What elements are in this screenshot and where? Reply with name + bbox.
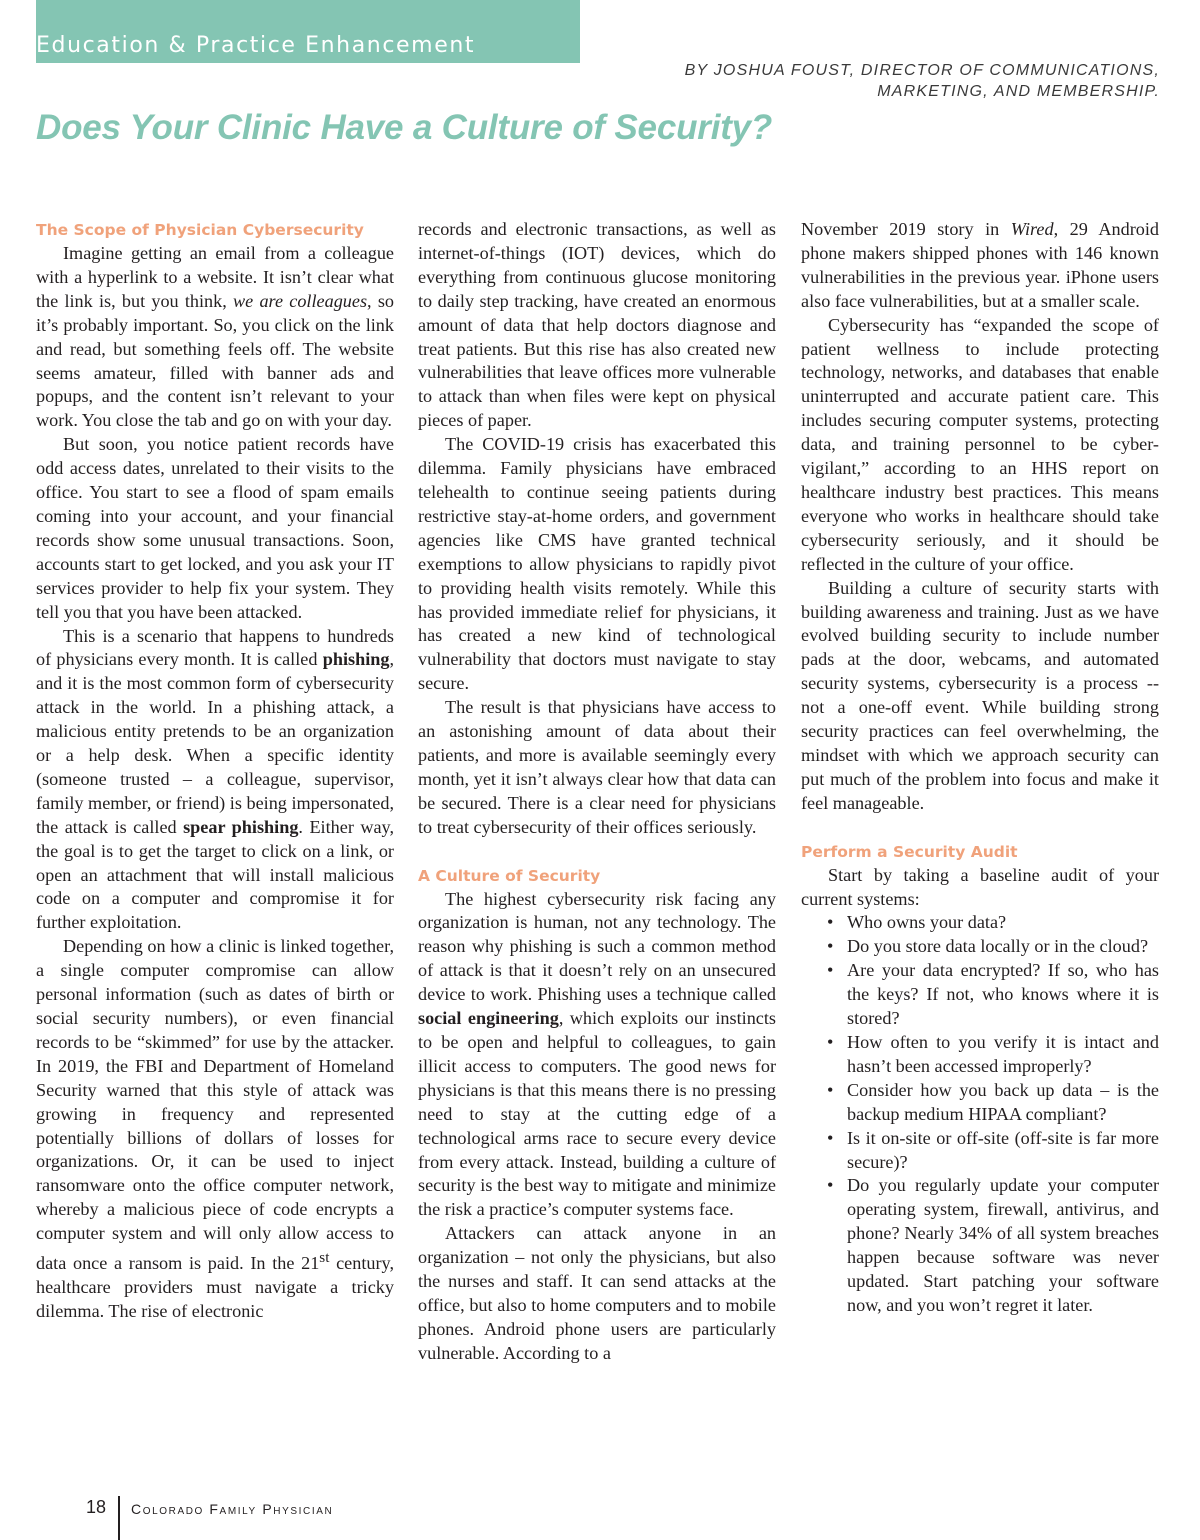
emphasis-colleagues: we are colleagues bbox=[233, 290, 368, 311]
audit-checklist bbox=[801, 911, 1159, 1317]
list-item: • Consider how you back up data – is the backup medium HIPAA compliant? bbox=[801, 1079, 1159, 1127]
paragraph-7: The highest cybersecurity risk facing any organization is human, not any technology. The reason why phishing is such a common method of attack is that it doesn’t rely on an unsecured device to work. Phishing uses a technique called social engineering, which exploits our instincts to be open and helpful to colleagues, to gain illicit access to computers. The good news for physicians is that this means there is no pressing need to stay at the cutting edge of a technological arms race to secure every device from every attack. Instead, building a culture of security is the best way to mitigate and minimize the risk a practice’s computer systems face. bbox=[418, 888, 776, 1220]
byline-line-2: MARKETING, AND MEMBERSHIP. bbox=[877, 83, 1160, 100]
paragraph-5: The COVID-19 crisis has exacerbated this dilemma. Family physicians have embraced telehealth to continue seeing patients during restrictive stay-at-home orders, and government agencies like CMS have granted technical exemptions to allow physicians to rapidly pivot to providing health visits remotely. While this has provided immediate relief for physicians, it has created a new kind of technological vulnerability that doctors must navigate to stay secure. bbox=[418, 434, 776, 694]
list-item: • Are your data encrypted? If so, who has the keys? If not, who knows where it is stored? bbox=[801, 959, 1159, 1031]
paragraph-4-continued: records and electronic transactions, as well as internet-of-things (IOT) devices, which do everything from continuous glucose monitoring to daily step tracking, have created an enormous amount of data that help doctors diagnose and treat patients. But this rise has also created new vulnerabilities that leave offices more vulnerable to attack than when files were kept on physical pieces of paper. bbox=[418, 219, 776, 431]
list-item: • Who owns your data? bbox=[801, 911, 1159, 935]
subheading-culture: A Culture of Security bbox=[418, 866, 601, 885]
paragraph-1: Imagine getting an email from a colleague with a hyperlink to a website. It isn’t clear what the link is, but you think, we are colleagues, so it’s probably important. So, you click on the link and read, but something feels off. The website seems amateur, filled with banner ads and popups, and the content isn’t relevant to your work. You close the tab and go on with your day. bbox=[36, 243, 394, 431]
paragraph-2: But soon, you notice patient records have odd access dates, unrelated to their visits to the office. You start to see a flood of spam emails coming into your account, and your financial records show some unusual transactions. Soon, accounts start to get locked, and you ask your IT services provider to help fix your system. They tell you that you have been attacked. bbox=[36, 434, 394, 622]
byline bbox=[600, 60, 1160, 102]
list-item: • How often to you verify it is intact and hasn’t been accessed improperly? bbox=[801, 1031, 1159, 1079]
article-column-2 bbox=[418, 218, 776, 1366]
page-number: 18 bbox=[86, 1497, 107, 1517]
byline-line-1: BY JOSHUA FOUST, DIRECTOR OF COMMUNICATIONS, bbox=[684, 62, 1160, 79]
list-item: • Is it on-site or off-site (off-site is far more secure)? bbox=[801, 1127, 1159, 1175]
footer-divider bbox=[118, 1496, 120, 1540]
article-column-3 bbox=[801, 218, 1159, 1318]
list-item: • Do you regularly update your computer operating system, firewall, antivirus, and phone? Nearly 34% of all system breaches happen because software was never updated. Start patching your software now, and you won’t regret it later. bbox=[801, 1174, 1159, 1317]
paragraph-4: Depending on how a clinic is linked together, a single computer compromise can allow personal information (such as dates of birth or social security numbers), or even financial records to be “skimmed” for use by the attacker. In 2019, the FBI and Department of Homeland Security warned that this style of attack was growing in frequency and represented potentially billions of dollars of losses for organizations. Or, it can be used to inject ransomware onto the office computer network, whereby a malicious piece of code encrypts a computer system and will only allow access to data once a ransom is paid. In the 21st century, healthcare providers must navigate a tricky dilemma. The rise of electronic bbox=[36, 936, 394, 1321]
paragraph-10: Building a culture of security starts with building awareness and training. Just as we have evolved building security to include number pads at the door, webcams, and automated security systems, cybersecurity is a process -- not a one-off event. While building strong security practices can feel overwhelming, the mindset with which we approach security can put much of the problem into focus and make it feel manageable. bbox=[801, 577, 1159, 813]
term-spear-phishing: spear phishing bbox=[183, 816, 299, 837]
article-column-1 bbox=[36, 218, 394, 1324]
paragraph-6: The result is that physicians have access to an astonishing amount of data about their patients, and more is available seemingly every month, yet it isn’t always clear how that data can be secured. There is a clear need for physicians to treat cybersecurity of their offices seriously. bbox=[418, 697, 776, 837]
list-item: • Do you store data locally or in the cloud? bbox=[801, 935, 1159, 959]
term-social-engineering: social engineering bbox=[418, 1008, 559, 1029]
magazine-name: Colorado Family Physician bbox=[131, 1501, 334, 1517]
paragraph-3: This is a scenario that happens to hundreds of physicians every month. It is called phishing, and it is the most common form of cybersecurity attack in the world. In a phishing attack, a malicious entity pretends to be an organization or a help desk. When a specific identity (someone trusted – a colleague, supervisor, family member, or friend) is being impersonated, the attack is called spear phishing. Either way, the goal is to get the target to click on a link, or open an attachment that will install malicious code on a computer and compromise it for further exploitation. bbox=[36, 625, 395, 933]
article-headline: Does Your Clinic Have a Culture of Security? bbox=[36, 108, 773, 147]
paragraph-9: Cybersecurity has “expanded the scope of patient wellness to include protecting technology, networks, and databases that enable uninterrupted and accurate patient care. This includes securing computer systems, protecting data, and training personnel to be cyber-vigilant,” according to an HHS report on healthcare industry best practices. This means everyone who works in healthcare should take cybersecurity seriously, and it should be reflected in the culture of your office. bbox=[801, 314, 1159, 574]
section-banner-label: Education & Practice Enhancement bbox=[36, 33, 476, 58]
paragraph-8: Attackers can attack anyone in an organization – not only the physicians, but also the nurses and staff. It can send attacks at the office, but also to home computers and to mobile phones. Android phone users are particularly vulnerable. According to a bbox=[418, 1223, 776, 1363]
paragraph-11: Start by taking a baseline audit of your current systems: bbox=[801, 864, 1159, 909]
section-banner bbox=[36, 0, 580, 63]
paragraph-8-continued: November 2019 story in Wired, 29 Android phone makers shipped phones with 146 known vulnerabilities in the previous year. iPhone users also face vulnerabilities, but at a smaller scale. bbox=[801, 219, 1159, 311]
emphasis-wired: Wired bbox=[1010, 219, 1054, 239]
subheading-scope: The Scope of Physician Cybersecurity bbox=[36, 221, 364, 239]
term-phishing: phishing bbox=[322, 649, 390, 670]
subheading-audit: Perform a Security Audit bbox=[801, 842, 1018, 861]
